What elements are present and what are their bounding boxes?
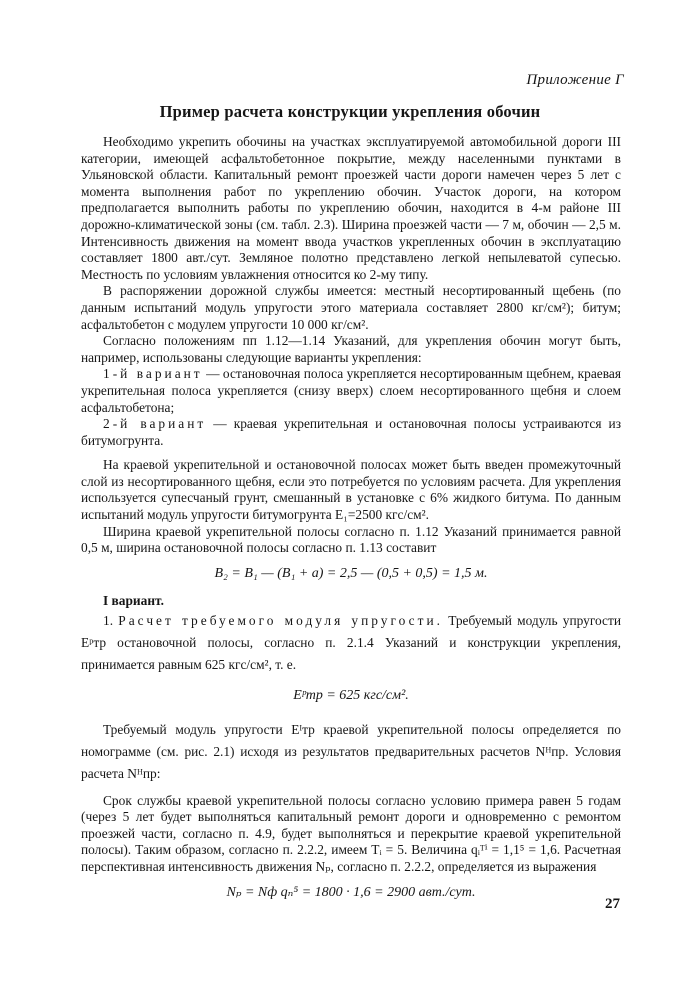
appendix-label: Приложение Г (526, 72, 624, 88)
section-heading-variant-1: I вариант. (103, 593, 164, 609)
paragraph-service-life: Срок службы краевой укрепительной полосы согласно условию примера равен 5 годам (через 5 лет будет выполняться капитальный ремонт дороги и одновременно с ремонтом проезжей части, согласно п. 4.9, будет выполняться и перекрытие краевой укрепительной полосы). Таким образом, согласно п. 2.2.2, имеем Tᵢ = 5. Величина qᵢᵀⁱ = 1,1⁵ = 1,6. Расчетная перспективная интенсивность движения Nₚ, согласно п. 2.2.2, определяется из выражения (81, 792, 621, 874)
page-number: 27 (605, 896, 620, 912)
variant-1-text: — остановочная полоса укрепляется несортированным щебнем, краевая укрепительная полоса укрепляется (снизу вверх) слоем несортированного щебня и слоем асфальтобетона; (81, 366, 621, 415)
paragraph-variant-2 (81, 416, 621, 449)
formula-width: B₂ = B₁ — (B₁ + a) = 2,5 — (0,5 + 0,5) = 1,5 м. (214, 565, 488, 581)
step-number: 1. (103, 613, 119, 629)
paragraph-nomogram: Требуемый модуль упругости Eᴵтр краевой укрепительной полосы определяется по номограмме (см. рис. 2.1) исходя из результатов предварительных расчетов Nᴴпр. Условия расчета Nᴴпр: (81, 721, 621, 781)
page-title: Пример расчета конструкции укрепления обочин (159, 102, 541, 121)
variant-2-text: — краевая укрепительная и остановочная полосы устраиваются из битумогрунта. (81, 416, 621, 448)
paragraph-conditions: Необходимо укрепить обочины на участках эксплуатируемой автомобильной дороги III категории, имеющей асфальтобетонное покрытие, между населенными пунктами в Ульяновской области. Капитальный ремонт проезжей части дороги намечен через 5 лет с момента выполнения работ по укреплению обочин. Участок дороги, на котором предполагается выполнить работы по укреплению обочин, находится в 4-м районе III дорожно-климатической зоны (см. табл. 2.3). Ширина проезжей части — 7 м, обочин — 2,5 м. Интенсивность движения на момент ввода участков укрепленных обочин в эксплуатацию составляет 1800 авт./сут. Земляное полотно представлено легкой непылеватой супесью. Местность по условиям увлажнения относится ко 2-му типу. (81, 134, 621, 282)
paragraph-materials: В распоряжении дорожной службы имеется: местный несортированный щебень (по данным испытаний модуль упругости этого материала составляет 2800 кг/см²); битум; асфальтобетон с модулем упругости 10 000 кг/см². (81, 283, 621, 332)
step-text: Требуемый модуль упругости Eᵖтр остановочной полосы, согласно п. 2.1.4 Указаний и конструкции укрепления, принимается равным 625 кгс/см², т. е. (81, 613, 622, 673)
variant-2-label: 2-й вариант (103, 416, 207, 432)
step-heading: Расчет требуемого модуля упругости. (118, 613, 443, 629)
paragraph-intermediate-layer: На краевой укрепительной и остановочной полосах может быть введен промежуточный слой из несортированного щебня, если это потребуется по условиям расчета. Для укрепления используется супесчаный грунт, смешанный в установке с 6% жидкого битума. По данным испытаний модуль упругости битумогрунта E₁=2500 кгс/см². (81, 457, 621, 523)
paragraph-options: Согласно положениям пп 1.12—1.14 Указаний, для укрепления обочин могут быть, например, использованы следующие варианты укрепления: (81, 333, 621, 365)
formula-intensity: Nₚ = Nф qₙ⁵ = 1800 · 1,6 = 2900 авт./сут. (226, 884, 476, 900)
variant-1-label: 1-й вариант (103, 366, 203, 382)
paragraph-variant-1 (81, 366, 621, 416)
paragraph-required-modulus (81, 610, 621, 676)
formula-required-modulus: Eᵖтр = 625 кгс/см². (293, 688, 409, 704)
paragraph-widths: Ширина краевой укрепительной полосы согласно п. 1.12 Указаний принимается равной 0,5 м, ширина остановочной полосы согласно п. 1.13 составит (81, 523, 621, 556)
body-text (81, 134, 621, 912)
